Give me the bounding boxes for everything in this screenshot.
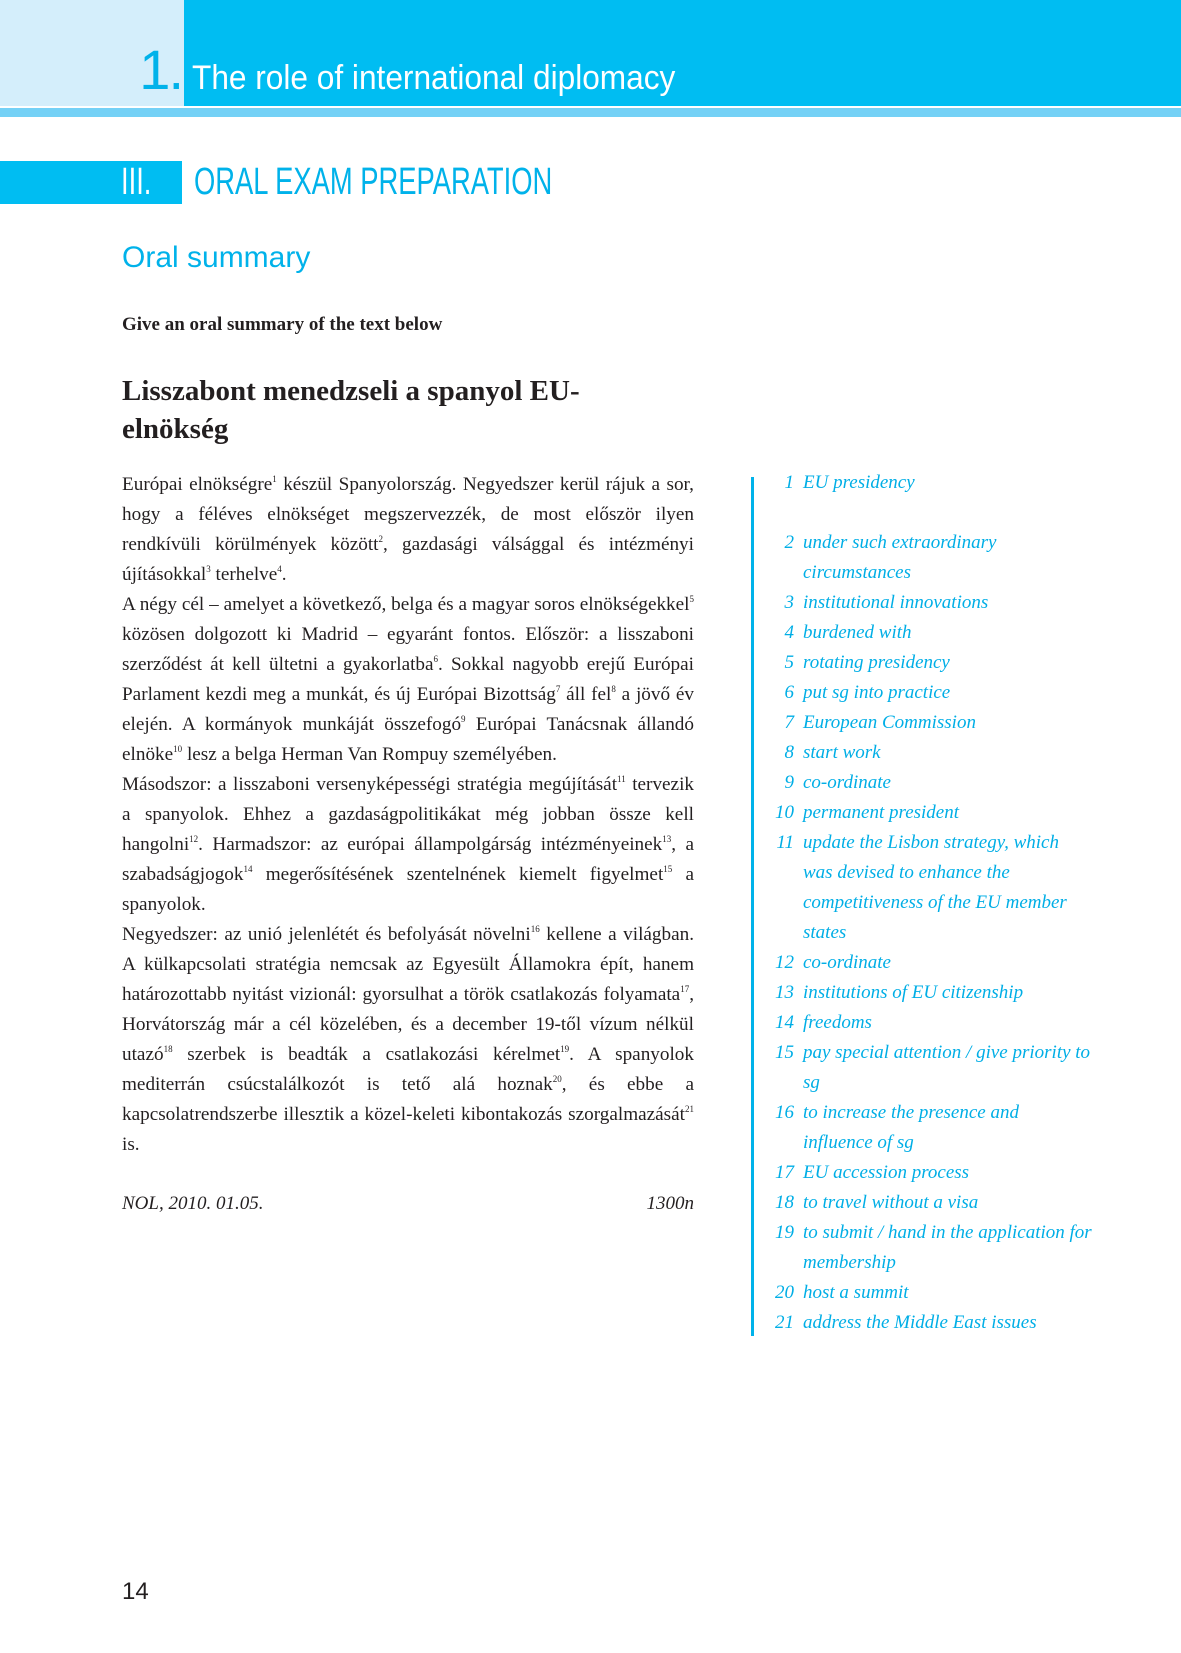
- glossary-item: [762, 1098, 1092, 1158]
- article-paragraph: [122, 920, 694, 1160]
- glossary-text: pay special attention / give priority to sg: [803, 1042, 1091, 1093]
- paragraph-text: Negyedszer: az unió jelenlétét és befolyását növelni: [122, 924, 531, 945]
- footnote-marker: 2: [378, 534, 383, 544]
- glossary-text: institutions of EU citizenship: [803, 982, 1024, 1003]
- paragraph-text: megerősítésének szentelnének kiemelt figyelmet: [252, 864, 664, 885]
- glossary-number: 1: [784, 472, 794, 493]
- glossary-item: [762, 768, 1092, 798]
- article-paragraph: [122, 770, 694, 920]
- paragraph-text: Európai elnökségre: [122, 474, 273, 495]
- glossary-text: update the Lisbon strategy, which was devised to enhance the competitiveness of the EU member states: [803, 832, 1067, 943]
- article-paragraph: [122, 590, 694, 770]
- glossary-number: 21: [775, 1312, 794, 1333]
- paragraph-text: A négy cél – amelyet a következő, belga és a magyar soros elnökségekkel: [122, 594, 690, 615]
- glossary-number: 16: [775, 1102, 794, 1123]
- paragraph-text: a jövő év elején. A kormányok munkáját összefogó: [122, 684, 694, 735]
- paragraph-text: közösen dolgozott ki Madrid – egyaránt fontos. Először: a lisszaboni szerződést át kell ültetni a gyakorlatba: [122, 624, 694, 675]
- footnote-marker: 4: [277, 564, 282, 574]
- glossary-text: freedoms: [803, 1012, 872, 1033]
- paragraph-text: áll fel: [560, 684, 612, 705]
- section-number: III.: [121, 161, 152, 203]
- paragraph-text: is.: [122, 1134, 140, 1155]
- paragraph-text: tervezik a spanyolok. Ehhez a gazdaságpolitikákat még jobban össze kell hangolni: [122, 774, 694, 855]
- glossary-text: put sg into practice: [803, 682, 951, 703]
- glossary-number: 14: [775, 1012, 794, 1033]
- glossary-number: 20: [775, 1282, 794, 1303]
- paragraph-text: terhelve: [210, 564, 278, 585]
- glossary-text: institutional innovations: [803, 592, 989, 613]
- footnote-marker: 20: [552, 1074, 562, 1084]
- source-line: [122, 1189, 694, 1219]
- article-body: [122, 470, 694, 1160]
- glossary-number: 9: [784, 772, 794, 793]
- subsection-title: Oral summary: [122, 241, 311, 274]
- paragraph-text: Másodszor: a lisszaboni versenyképességi stratégia megújítását: [122, 774, 618, 795]
- glossary-number: 18: [775, 1192, 794, 1213]
- glossary-text: EU presidency: [803, 472, 915, 493]
- glossary-item: [762, 1038, 1092, 1098]
- glossary-number: 10: [775, 802, 794, 823]
- glossary-item: [762, 1158, 1092, 1188]
- paragraph-text: készül Spanyolország. Negyedszer kerül rájuk a sor, hogy a féléves elnökséget megszervezzék, de most először ilyen rendkívüli körülmények között: [122, 474, 694, 555]
- glossary-number: 3: [784, 592, 794, 613]
- glossary-item: [762, 948, 1092, 978]
- paragraph-text: , a szabadságjogok: [122, 834, 694, 885]
- paragraph-text: . Sokkal nagyobb erejű Európai Parlament kezdi meg a munkát, és új Európai Bizottság: [122, 654, 695, 705]
- paragraph-text: szerbek is beadták a csatlakozási kérelmet: [172, 1044, 561, 1065]
- glossary-number: 6: [784, 682, 794, 703]
- paragraph-text: , és ebbe a kapcsolatrendszerbe illesztik a közel-keleti kibontakozás szorgalmazását: [122, 1074, 694, 1125]
- footnote-marker: 15: [663, 864, 673, 874]
- glossary-item: [762, 528, 1092, 588]
- footnote-marker: 1: [272, 474, 277, 484]
- footnote-marker: 8: [611, 684, 616, 694]
- footnote-marker: 17: [680, 984, 690, 994]
- glossary-number: 7: [784, 712, 794, 733]
- glossary-number: 19: [775, 1222, 794, 1243]
- glossary-spacer: [762, 498, 1092, 528]
- glossary-number: 5: [784, 652, 794, 673]
- paragraph-text: . A spanyolok mediterrán csúcstalálkozót is tető alá hoznak: [122, 1044, 694, 1095]
- glossary-item: [762, 798, 1092, 828]
- chapter-number: 1.: [139, 38, 182, 101]
- page-number: 14: [122, 1578, 149, 1605]
- glossary-text: under such extraordinary circumstances: [803, 532, 997, 583]
- glossary-item: [762, 1218, 1092, 1278]
- section-bar: [0, 161, 182, 204]
- article-source: NOL, 2010. 01.05.: [122, 1193, 264, 1214]
- footnote-marker: 18: [163, 1044, 173, 1054]
- glossary-text: start work: [803, 742, 881, 763]
- glossary-text: to increase the presence and influence of sg: [803, 1102, 1019, 1153]
- paragraph-text: . Harmadszor: az európai állampolgárság intézményeinek: [198, 834, 663, 855]
- glossary-text: EU accession process: [803, 1162, 970, 1183]
- header-stripe: [0, 108, 1181, 117]
- glossary-number: 8: [784, 742, 794, 763]
- glossary-number: 2: [784, 532, 794, 553]
- glossary-text: to travel without a visa: [803, 1192, 979, 1213]
- footnote-marker: 16: [530, 924, 540, 934]
- glossary: [762, 468, 1092, 1338]
- paragraph-text: .: [281, 564, 287, 585]
- glossary-item: [762, 738, 1092, 768]
- glossary-number: 13: [775, 982, 794, 1003]
- section-title: ORAL EXAM PREPARATION: [194, 161, 553, 203]
- glossary-text: address the Middle East issues: [803, 1312, 1037, 1333]
- glossary-rule: [751, 477, 754, 1336]
- glossary-text: co-ordinate: [803, 772, 891, 793]
- paragraph-text: Európai Tanácsnak állandó elnöke: [122, 714, 694, 765]
- paragraph-text: kellene a világban. A külkapcsolati stratégia nemcsak az Egyesült Államokra épít, hanem határozottabb nyitást vizionál: gyorsulhat a török csatlakozás folyamata: [122, 924, 695, 1005]
- footnote-marker: 12: [189, 834, 199, 844]
- footnote-marker: 9: [461, 714, 466, 724]
- glossary-item: [762, 1008, 1092, 1038]
- glossary-text: to submit / hand in the application for membership: [803, 1222, 1092, 1273]
- footnote-marker: 10: [173, 744, 183, 754]
- glossary-item: [762, 678, 1092, 708]
- glossary-number: 17: [775, 1162, 794, 1183]
- glossary-item: [762, 1188, 1092, 1218]
- footnote-marker: 13: [662, 834, 672, 844]
- glossary-number: 15: [775, 1042, 794, 1063]
- paragraph-text: a spanyolok.: [122, 864, 694, 915]
- glossary-item: [762, 828, 1092, 948]
- instruction-text: Give an oral summary of the text below: [122, 314, 443, 335]
- footnote-marker: 14: [243, 864, 253, 874]
- glossary-item: [762, 648, 1092, 678]
- glossary-item: [762, 468, 1092, 498]
- glossary-text: rotating presidency: [803, 652, 950, 673]
- glossary-text: European Commission: [803, 712, 976, 733]
- footnote-marker: 19: [560, 1044, 570, 1054]
- glossary-text: co-ordinate: [803, 952, 891, 973]
- glossary-text: permanent president: [803, 802, 960, 823]
- footnote-marker: 5: [689, 594, 694, 604]
- glossary-number: 11: [776, 832, 794, 853]
- glossary-item: [762, 618, 1092, 648]
- glossary-number: 4: [784, 622, 794, 643]
- footnote-marker: 6: [433, 654, 439, 664]
- glossary-item: [762, 588, 1092, 618]
- footnote-marker: 7: [555, 684, 561, 694]
- footnote-marker: 21: [685, 1104, 694, 1114]
- paragraph-text: , Horvátország már a cél közelében, és a december 19-től vízum nélkül utazó: [122, 984, 694, 1065]
- paragraph-text: lesz a belga Herman Van Rompuy személyében.: [182, 744, 557, 765]
- glossary-item: [762, 978, 1092, 1008]
- chapter-title: The role of international diplomacy: [192, 59, 676, 97]
- footnote-marker: 3: [206, 564, 211, 574]
- article-title: Lisszabont menedzseli a spanyol EU-elnökség: [122, 375, 580, 445]
- article-length: 1300n: [646, 1193, 694, 1214]
- glossary-item: [762, 1278, 1092, 1308]
- footnote-marker: 11: [617, 774, 626, 784]
- glossary-number: 12: [775, 952, 794, 973]
- glossary-text: host a summit: [803, 1282, 909, 1303]
- article-paragraph: [122, 470, 694, 590]
- glossary-text: burdened with: [803, 622, 912, 643]
- glossary-item: [762, 708, 1092, 738]
- paragraph-text: , gazdasági válsággal és intézményi újításokkal: [122, 534, 694, 585]
- glossary-item: [762, 1308, 1092, 1338]
